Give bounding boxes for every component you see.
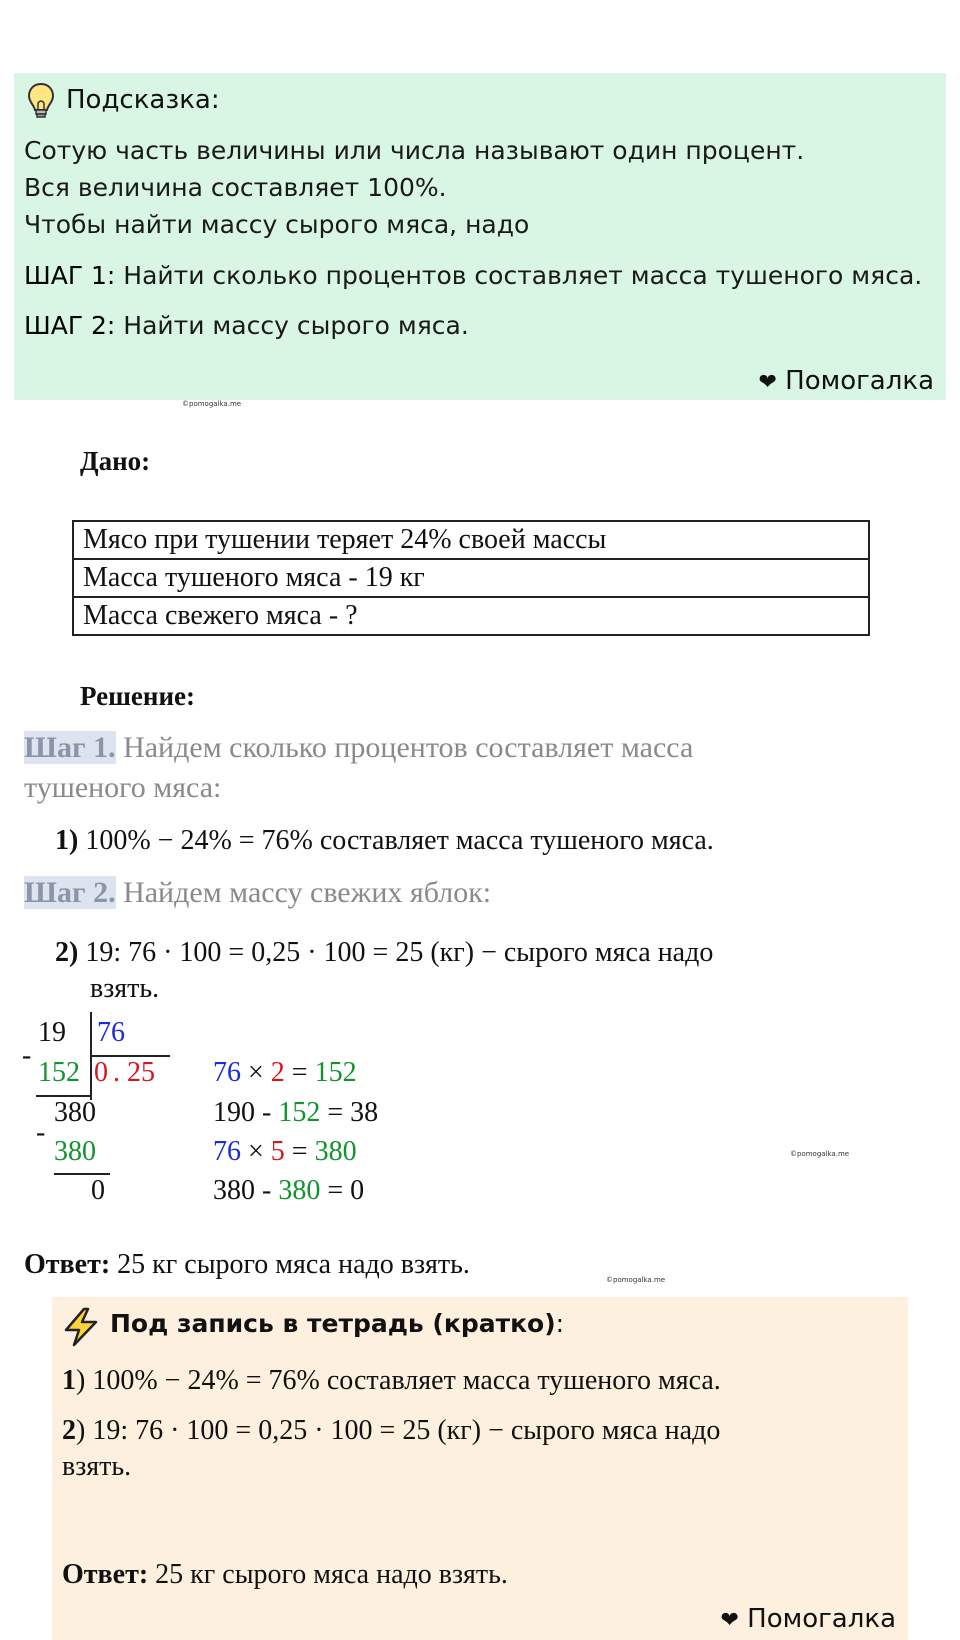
given-heading: Дано: xyxy=(80,446,151,476)
notebook-brand: ❤ Помогалка xyxy=(720,1604,896,1634)
division-subtrahend-1: 152 xyxy=(38,1057,80,1088)
division-subtrahend-2: 380 xyxy=(54,1136,96,1167)
given-row-3: Масса свежего мяса - ? xyxy=(73,597,869,635)
hint-step-1-text: Найти сколько процентов составляет масса тушеного мяса. xyxy=(115,261,923,290)
division-remainder-2: 0 xyxy=(91,1175,105,1206)
solution-heading: Решение: xyxy=(80,681,195,711)
notebook-equation-2: 2) 19: 76 · 100 = 0,25 · 100 = 25 (кг) − сырого мяса надо xyxy=(62,1415,721,1446)
equation-2-number: 2) xyxy=(55,937,79,968)
notebook-title-line xyxy=(110,1309,564,1338)
lightning-icon xyxy=(62,1307,100,1352)
hint-brand-label: Помогалка xyxy=(785,366,934,396)
notebook-title-colon: : xyxy=(555,1309,565,1338)
given-row-2: Масса тушеного мяса - 19 кг xyxy=(73,559,869,597)
division-dividend: 19 xyxy=(38,1017,66,1048)
division-remainder-1: 380 xyxy=(54,1097,96,1128)
given-row-1: Мясо при тушении теряет 24% своей массы xyxy=(73,521,869,559)
step-2-label: Шаг 2. xyxy=(24,876,116,909)
watermark: ©pomogalka.me xyxy=(606,1276,666,1284)
notebook-answer: Ответ: 25 кг сырого мяса надо взять. xyxy=(62,1559,508,1590)
step-1-label: Шаг 1. xyxy=(24,731,116,764)
division-quotient-0: 0 xyxy=(94,1057,108,1088)
division-minus-2: - xyxy=(36,1117,46,1148)
equation-1-number: 1) xyxy=(55,825,79,856)
division-note-4: 380 - 380 = 0 xyxy=(213,1175,365,1206)
notebook-box xyxy=(52,1297,908,1640)
division-divisor: 76 xyxy=(97,1017,125,1048)
notebook-equation-2-continuation: взять. xyxy=(62,1451,132,1482)
division-note-2: 190 - 152 = 38 xyxy=(213,1097,379,1128)
notebook-title: Под запись в тетрадь (кратко) xyxy=(110,1309,556,1338)
hint-step-2-label: ШАГ 2: xyxy=(24,311,116,340)
answer-text: 25 кг сырого мяса надо взять. xyxy=(110,1249,470,1280)
step-1-text: Найдем сколько процентов составляет масса xyxy=(115,731,694,764)
equation-2-text: 19: 76 · 100 = 0,25 · 100 = 25 (кг) − сырого мяса надо xyxy=(85,937,714,968)
equation-1-text: 100% − 24% = 76% составляет масса тушеного мяса. xyxy=(85,825,714,856)
heart-icon: ❤ xyxy=(758,370,777,395)
hint-line-1: Сотую часть величины или числа называют один процент. xyxy=(24,136,805,165)
heart-icon: ❤ xyxy=(720,1608,739,1633)
answer-label: Ответ: xyxy=(24,1249,111,1280)
step-2-text: Найдем массу свежих яблок: xyxy=(115,876,492,909)
watermark: ©pomogalka.me xyxy=(182,400,242,408)
division-quotient-rest: . 25 xyxy=(113,1057,155,1088)
division-note-1: 76 × 2 = 152 xyxy=(213,1057,357,1088)
hint-title: Подсказка: xyxy=(66,85,220,115)
hint-step-2-text: Найти массу сырого мяса. xyxy=(115,311,469,340)
watermark: ©pomogalka.me xyxy=(790,1150,850,1158)
hint-line-2: Вся величина составляет 100%. xyxy=(24,173,447,202)
equation-2-continuation: взять. xyxy=(90,973,160,1004)
division-note-3: 76 × 5 = 380 xyxy=(213,1136,357,1167)
notebook-equation-1: 1) 100% − 24% = 76% составляет масса тушеного мяса. xyxy=(62,1365,721,1396)
hint-line-3: Чтобы найти массу сырого мяса, надо xyxy=(24,210,530,239)
hint-step-1-label: ШАГ 1: xyxy=(24,261,116,290)
division-minus-1: - xyxy=(22,1040,32,1071)
answer xyxy=(24,1249,470,1281)
step-1-line-2: тушеного мяса: xyxy=(24,771,222,804)
